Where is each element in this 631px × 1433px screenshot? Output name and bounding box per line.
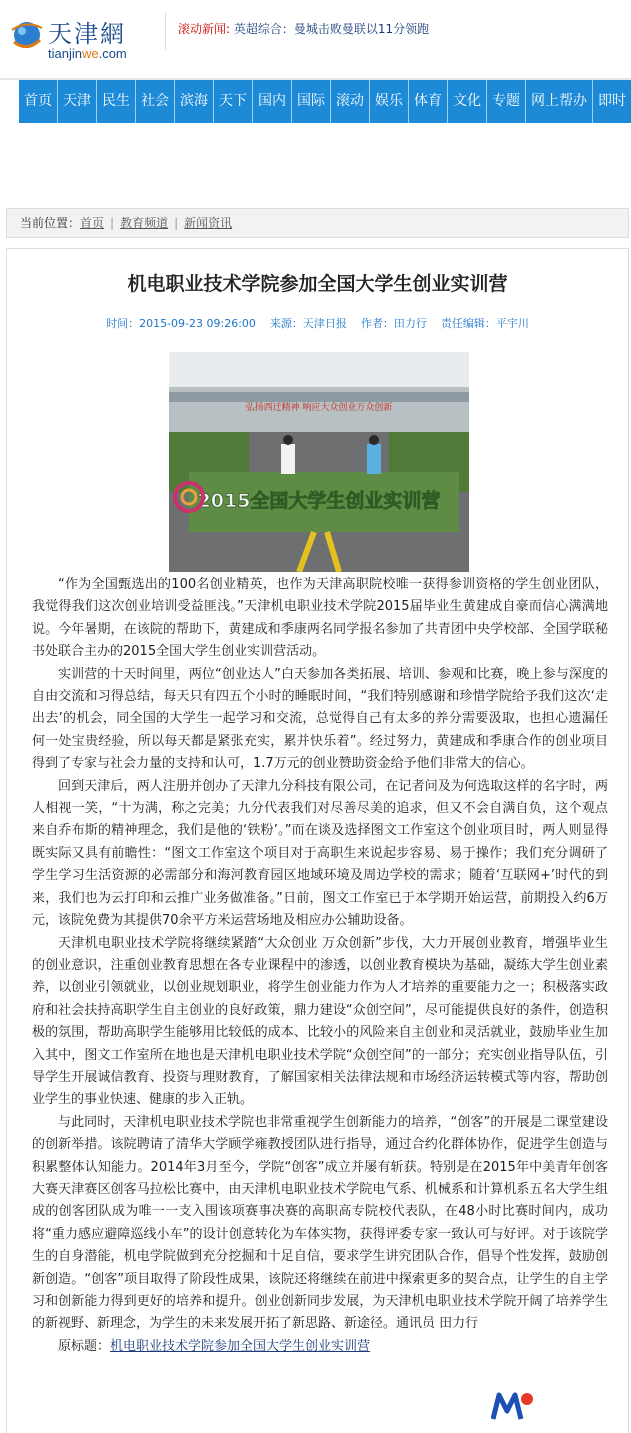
nav-item-online-service[interactable]: 网上帮办: [525, 80, 592, 123]
nav-item-international[interactable]: 国际: [291, 80, 330, 123]
nav-left-strip: [0, 80, 19, 123]
nav-item-instant[interactable]: 即时: [592, 80, 631, 123]
article-paragraph: 天津机电职业技术学院将继续紧踏“大众创业 万众创新”步伐，大力开展创业教育，增强毕业生的创业意识，注重创业教育思想在各专业课程中的渗透，以创业教育模块为基础，凝练大学生创业素养，以创业引领就业，以创业规划职业，将学生创业能力作为人才培养的重要能力之一；积极落实政府和社会扶持高职学生自主创业的良好政策，鼎力建设“众创空间”，尽可能提供良好的条件，创造积极的氛围，帮助高职学生能够用比较低的成本、比较小的风险来自主创业和灵活就业，鼓励毕业生加入其中，图文工作室所在地也是天津机电职业技术学院“众创空间”的一部分；充实创业指导队伍，引导学生开展诚信教育、投资与理财教育，了解国家相关法律法规和市场经济运转模式等内容，帮助创业学生的事业快速、健康的步入正轨。: [32, 935, 608, 1108]
article-editor: 责任编辑：平宇川: [440, 317, 529, 330]
breadcrumb-education[interactable]: 教育频道: [120, 216, 169, 230]
site-logo[interactable]: [8, 10, 158, 65]
nav-item-home[interactable]: 首页: [24, 93, 52, 109]
article-source: 来源：天津日报: [269, 317, 347, 330]
nav-item-tianjin[interactable]: 天津: [57, 80, 96, 123]
breadcrumb-home[interactable]: 首页: [80, 216, 105, 230]
nav-item-livelihood[interactable]: 民生: [96, 80, 135, 123]
nav-item-domestic[interactable]: 国内: [252, 80, 291, 123]
photo-banner-text: 2015全国大学生创业实训营: [197, 490, 441, 512]
breadcrumb-news[interactable]: 新闻资讯: [184, 216, 233, 230]
news-ticker: [178, 20, 429, 37]
globe-logo-icon: [8, 16, 46, 54]
article-body: [32, 574, 608, 1358]
original-title-link[interactable]: 机电职业技术学院参加全国大学生创业实训营: [110, 1338, 371, 1354]
nav-item-society[interactable]: 社会: [135, 80, 174, 123]
original-title-label: 原标题：: [58, 1338, 111, 1354]
article-meta: [7, 315, 628, 331]
main-nav: [0, 78, 631, 123]
site-header: [0, 0, 631, 78]
breadcrumb-label: 当前位置：: [20, 216, 81, 230]
nav-item-binhai[interactable]: 滨海: [174, 80, 213, 123]
header-divider: [165, 12, 166, 50]
nav-item-entertainment[interactable]: 娱乐: [369, 80, 408, 123]
article-title: 机电职业技术学院参加全国大学生创业实训营: [127, 273, 508, 295]
article-paragraph: 回到天津后，两人注册并创办了天津九分科技有限公司，在记者问及为何选取这样的名字时，两人相视一笑，“十为满，称之完美；九分代表我们对尽善尽美的追求，但又不会自满自负，这个观点来自乔布斯的精神理念，我们是他的‘铁粉’。”而在谈及选择图文工作室这个创业项目时，两人则显得既实际又具有前瞻性：“图文工作室这个项目对于高职生来说起步容易、易于操作；我们充分调研了学生学习生活资源的必需部分和海河教育园区地域环境及周边学校的需求；随着‘互联网+’时代的到来，我们也为云打印和云推广业务做准备。”日前，图文工作室已于本学期开始运营，前期投入约6万元，该院免费为其提供70余平方米运营场地及相应办公辅助设备。: [32, 778, 608, 929]
logo-chinese-text: 天津網: [48, 20, 126, 48]
ticker-headline[interactable]: 英超综合：曼城击败曼联以11分领跑: [233, 22, 430, 36]
article-author: 作者：田力行: [360, 317, 427, 330]
article-photo: [169, 352, 469, 572]
article-paragraph: 与此同时，天津机电职业技术学院也非常重视学生创新能力的培养，“创客”的开展是二课堂建设的创新举措。该院聘请了清华大学顾学雍教授团队进行指导，通过合约化群体协作，促进学生创造与积累整体认知能力。2014年3月至今，学院“创客”成立并屡有斩获。特别是在2015年中美青年创客大赛天津赛区创客马拉松比赛中，由天津机电职业技术学院电气系、机械系和计算机系五名大学生组成的创客团队成为唯一一支入围该项赛事决赛的高职高专院校代表队，在48小时比赛时间内，成功将“重力感应避障巡线小车”的设计创意转化为车体实物，获得评委专家一致认可与好评。对于该院学生的自身潜能，机电学院做到充分挖掘和十足自信，要求学生讲究团队合作，倡导个性发挥，鼓励创新创造。“创客”项目取得了阶段性成果，该院还将继续在前进中探索更多的契合点，让学生的自主学习和创新能力得到更好的培养和提升。创业创新同步发展，为天津机电职业技术学院开阔了培养学生的新视野、新理念，为学生的未来发展开拓了新思路、新途径。通讯员 田力行: [32, 1114, 608, 1332]
nav-item-special[interactable]: 专题: [486, 80, 525, 123]
article-time: 时间：2015-09-23 09:26:00: [106, 317, 256, 330]
nav-item-world[interactable]: 天下: [213, 80, 252, 123]
me-media-logo-icon: [491, 1389, 535, 1423]
breadcrumb-separator: |: [174, 216, 179, 230]
article-paragraph: “作为全国甄选出的100名创业精英，也作为天津高职院校唯一获得参训资格的学生创业团队，我觉得我们这次创业培训受益匪浅。”天津机电职业技术学院2015届毕业生黄建成自豪而信心满满地说。今年暑期，在该院的帮助下，黄建成和季康两名同学报名参加了共青团中央学校部、全国学联秘书处联合主办的2015全国大学生创业实训营活动。: [32, 577, 608, 660]
article-paragraph: 实训营的十天时间里，两位“创业达人”白天参加各类拓展、培训、参观和比赛，晚上参与深度的自由交流和习得总结，每天只有四五个小时的睡眠时间，“我们特别感谢和珍惜学院给予我们这次‘走出去’的机会，同全国的大学生一起学习和交流，总觉得自己有太多的养分需要汲取，也担心遗漏任何一处宝贵经验，所以每天都是紧张充实，累并快乐着”。经过努力，黄建成和季康合作的创业项目得到了专家与社会力量的支持和认可，1.7万元的创业赞助资金给予他们非常大的信心。: [32, 666, 608, 772]
nav-item-rolling[interactable]: 滚动: [330, 80, 369, 123]
original-title-line: [32, 1336, 608, 1358]
nav-list: [19, 80, 631, 123]
logo-domain-text: tianjinwe.com: [48, 46, 127, 61]
nav-item-culture[interactable]: 文化: [447, 80, 486, 123]
article-container: [6, 248, 629, 1433]
photo-slogan-text: 弘扬西迁精神 响应大众创业万众创新: [245, 403, 393, 413]
breadcrumb: [6, 208, 629, 238]
breadcrumb-separator: |: [110, 216, 115, 230]
nav-item-sports[interactable]: 体育: [408, 80, 447, 123]
photo-illustration: [169, 352, 469, 572]
ticker-label: 滚动新闻:: [178, 22, 231, 36]
